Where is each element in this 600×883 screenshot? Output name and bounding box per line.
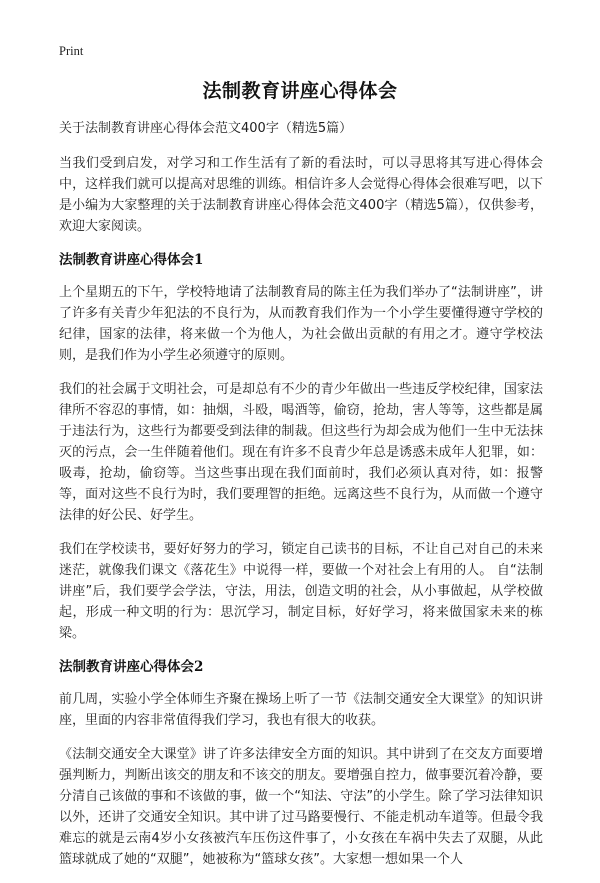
print-label[interactable]: Print <box>59 44 84 58</box>
document-body <box>59 118 543 883</box>
intro-paragraph: 当我们受到启发，对学习和工作生活有了新的看法时，可以寻思将其写进心得体会中，这样我们就可以提高对思维的训练。相信许多人会觉得心得体会很难写吧，以下是小编为大家整理的关于法制教育讲座心得体会范文400字（精选5篇），仅供参考，欢迎大家阅读。 <box>59 156 543 234</box>
document-subtitle: 关于法制教育讲座心得体会范文400字（精选5篇） <box>59 121 353 136</box>
section-2-paragraph-1: 前几周，实验小学全体师生齐聚在操场上听了一节《法制交通安全大课堂》的知识讲座，里面的内容非常值得我们学习，我也有很大的收获。 <box>59 692 543 728</box>
section-1-paragraph-2: 我们的社会属于文明社会，可是却总有不少的青少年做出一些违反学校纪律，国家法律所不容忍的事情，如：抽烟，斗殴，喝酒等，偷窃，抢劫，害人等等，这些都是属于违法行为，这些行为都要受到法律的制裁。但这些行为却会成为他们一生中无法抹灭的污点，会一生伴随着他们。现在有许多不良青少年总是诱惑未成年人犯罪，如：吸毒，抢劫，偷窃等。当这些事出现在我们面前时，我们必须认真对待，如：报警等，面对这些不良行为时，我们要理智的拒绝。远离这些不良行为，从而做一个遵守法律的好公民、好学生。 <box>59 382 543 523</box>
document-title: 法制教育讲座心得体会 <box>202 80 398 102</box>
section-2-paragraph-2: 《法制交通安全大课堂》讲了许多法律安全方面的知识。其中讲到了在交友方面要增强判断力，判断出该交的朋友和不该交的朋友。要增强自控力，做事要沉着冷静，要分清自己该做的事和不该做的事，做一个“知法、守法”的小学生。除了学习法律知识以外，还讲了交通安全知识。其中讲了过马路要慢行、不能走机动车道等。但最令我难忘的就是云南4岁小女孩被汽车压伤这件事了，小女孩在车祸中失去了双腿，从此篮球就成了她的“双腿”，她被称为“篮球女孩”。大家想一想如果一个人 <box>59 747 543 867</box>
section-1-paragraph-3: 我们在学校读书，要好好努力的学习，锁定自己读书的目标，不让自己对自己的未来迷茫，就像我们课文《落花生》中说得一样，要做一个对社会上有用的人。 自“法制讲座”后，我们要学会学法，守法，用法，创造文明的社会，从小事做起，从学校做起，形成一种文明的行为：思沉学习，制定目标，好好学习，将来做国家未来的栋梁。 <box>59 542 543 641</box>
section-heading-1: 法制教育讲座心得体会1 <box>59 252 204 268</box>
section-heading-2: 法制教育讲座心得体会2 <box>59 659 204 675</box>
section-1-paragraph-1: 上个星期五的下午，学校特地请了法制教育局的陈主任为我们举办了“法制讲座”，讲了许多有关青少年犯法的不良行为，从而教育我们作为一个小学生要懂得遵守学校的纪律，国家的法律，将来做一个为他人，为社会做出贡献的有用之才。遵守学校法则，是我们作为小学生必须遵守的原则。 <box>59 285 543 363</box>
